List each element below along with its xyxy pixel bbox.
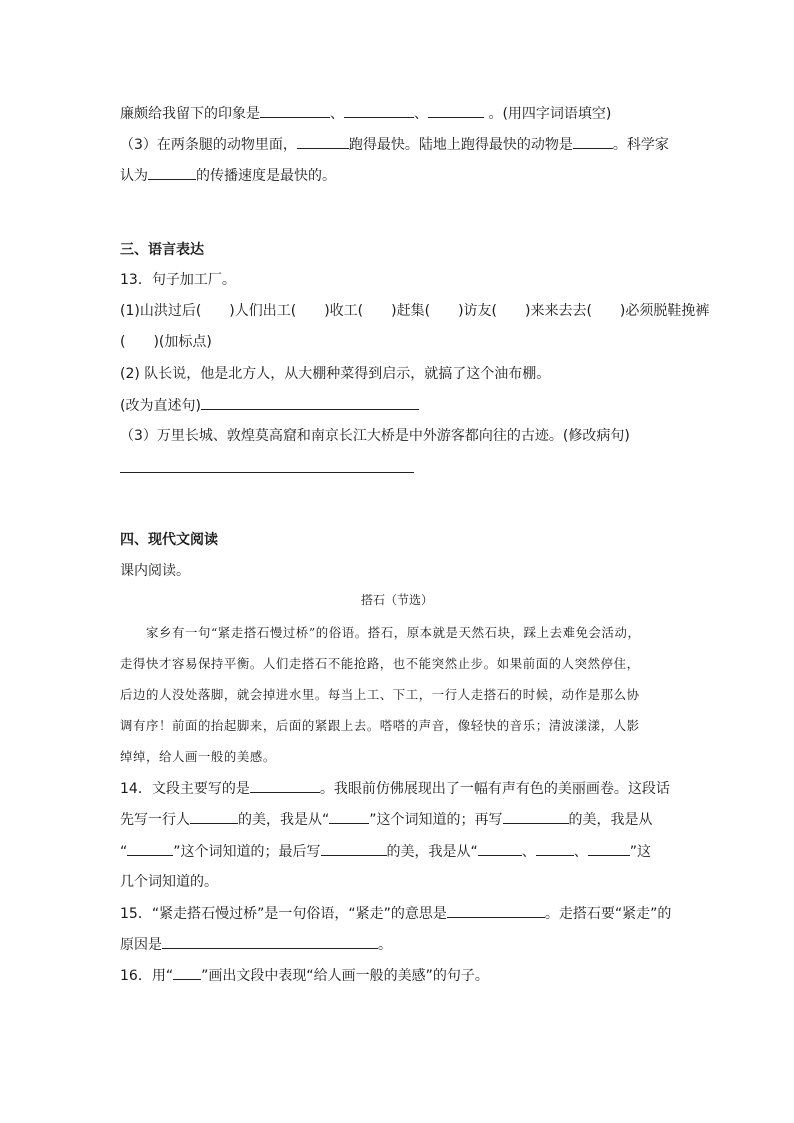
question-line: 先写一行人 的美，我是从“ ”这个词知道的；再写 的美，我是从 bbox=[120, 809, 653, 830]
answer-line[interactable] bbox=[120, 472, 414, 473]
answer-blank[interactable] bbox=[447, 903, 545, 918]
question-line: “ ”这个词知道的；最后写 的美，我是从“ 、 、 ”这 bbox=[120, 841, 651, 862]
answer-blank[interactable] bbox=[503, 809, 569, 824]
answer-blank[interactable] bbox=[536, 841, 574, 856]
question-line: (改为直述句) bbox=[120, 395, 419, 416]
answer-blank[interactable] bbox=[127, 841, 173, 856]
question-line: 认为 的传播速度是最快的。 bbox=[120, 165, 336, 186]
answer-blank[interactable] bbox=[162, 934, 378, 949]
question-line: ( )(加标点) bbox=[120, 334, 212, 350]
answer-blank[interactable] bbox=[321, 841, 387, 856]
answer-blank[interactable] bbox=[573, 134, 613, 149]
reading-label: 课内阅读。 bbox=[120, 563, 190, 579]
passage-title: 搭石（节选） bbox=[360, 593, 433, 607]
question-line: 15．“紧走搭石慢过桥”是一句俗语，“紧走”的意思是 。走搭石要“紧走”的 bbox=[120, 903, 671, 924]
question-line: （3）在两条腿的动物里面， 跑得最快。陆地上跑得最快的动物是 。科学家 bbox=[120, 134, 669, 155]
passage-line: 调有序！前面的抬起脚来，后面的紧跟上去。嗒嗒的声音，像轻快的音乐；清波漾漾，人影 bbox=[120, 718, 640, 733]
answer-blank[interactable] bbox=[344, 103, 414, 118]
question-line: （3）万里长城、敦煌莫高窟和南京长江大桥是中外游客都向往的古迹。(修改病句) bbox=[120, 428, 630, 444]
answer-blank[interactable] bbox=[588, 841, 630, 856]
question-line: 廉颇给我留下的印象是 、 、 。(用四字词语填空) bbox=[120, 103, 611, 124]
answer-blank[interactable] bbox=[201, 395, 419, 410]
question-line: (2) 队长说，他是北方人，从大棚种菜得到启示，就搞了这个油布棚。 bbox=[120, 366, 551, 382]
answer-blank[interactable] bbox=[297, 134, 349, 149]
question-line: (1)山洪过后( )人们出工( )收工( )赶集( )访友( )来来去去( )必须脱鞋挽裤 bbox=[120, 303, 710, 319]
question-line: 几个词知道的。 bbox=[120, 874, 218, 890]
answer-blank[interactable] bbox=[190, 809, 238, 824]
answer-blank[interactable] bbox=[329, 809, 369, 824]
answer-blank[interactable] bbox=[260, 103, 330, 118]
answer-blank[interactable] bbox=[250, 778, 320, 793]
underline-sample bbox=[173, 965, 201, 980]
answer-blank[interactable] bbox=[148, 165, 196, 180]
passage-line: 后边的人没处落脚，就会掉进水里。每当上工、下工，一行人走搭石的时候，动作是那么协 bbox=[120, 687, 640, 702]
question-line: 14．文段主要写的是 。我眼前仿佛展现出了一幅有声有色的美丽画卷。这段话 bbox=[120, 778, 670, 799]
question-line: 原因是 。 bbox=[120, 934, 392, 955]
question-line: 16．用“ ”画出文段中表现“给人画一般的美感”的句子。 bbox=[120, 965, 489, 986]
passage-line: 绰绰，给人画一般的美感。 bbox=[120, 749, 276, 764]
answer-blank[interactable] bbox=[478, 841, 522, 856]
passage-line: 家乡有一句“紧走搭石慢过桥”的俗语。搭石，原本就是天然石块，踩上去难免会活动， bbox=[146, 625, 641, 640]
section-heading: 三、语言表达 bbox=[120, 242, 204, 258]
answer-blank[interactable] bbox=[428, 103, 484, 118]
section-heading: 四、现代文阅读 bbox=[120, 532, 218, 548]
passage-line: 走得快才容易保持平衡。人们走搭石不能抢路，也不能突然止步。如果前面的人突然停住， bbox=[120, 656, 640, 671]
question-title: 13．句子加工厂。 bbox=[120, 272, 236, 288]
